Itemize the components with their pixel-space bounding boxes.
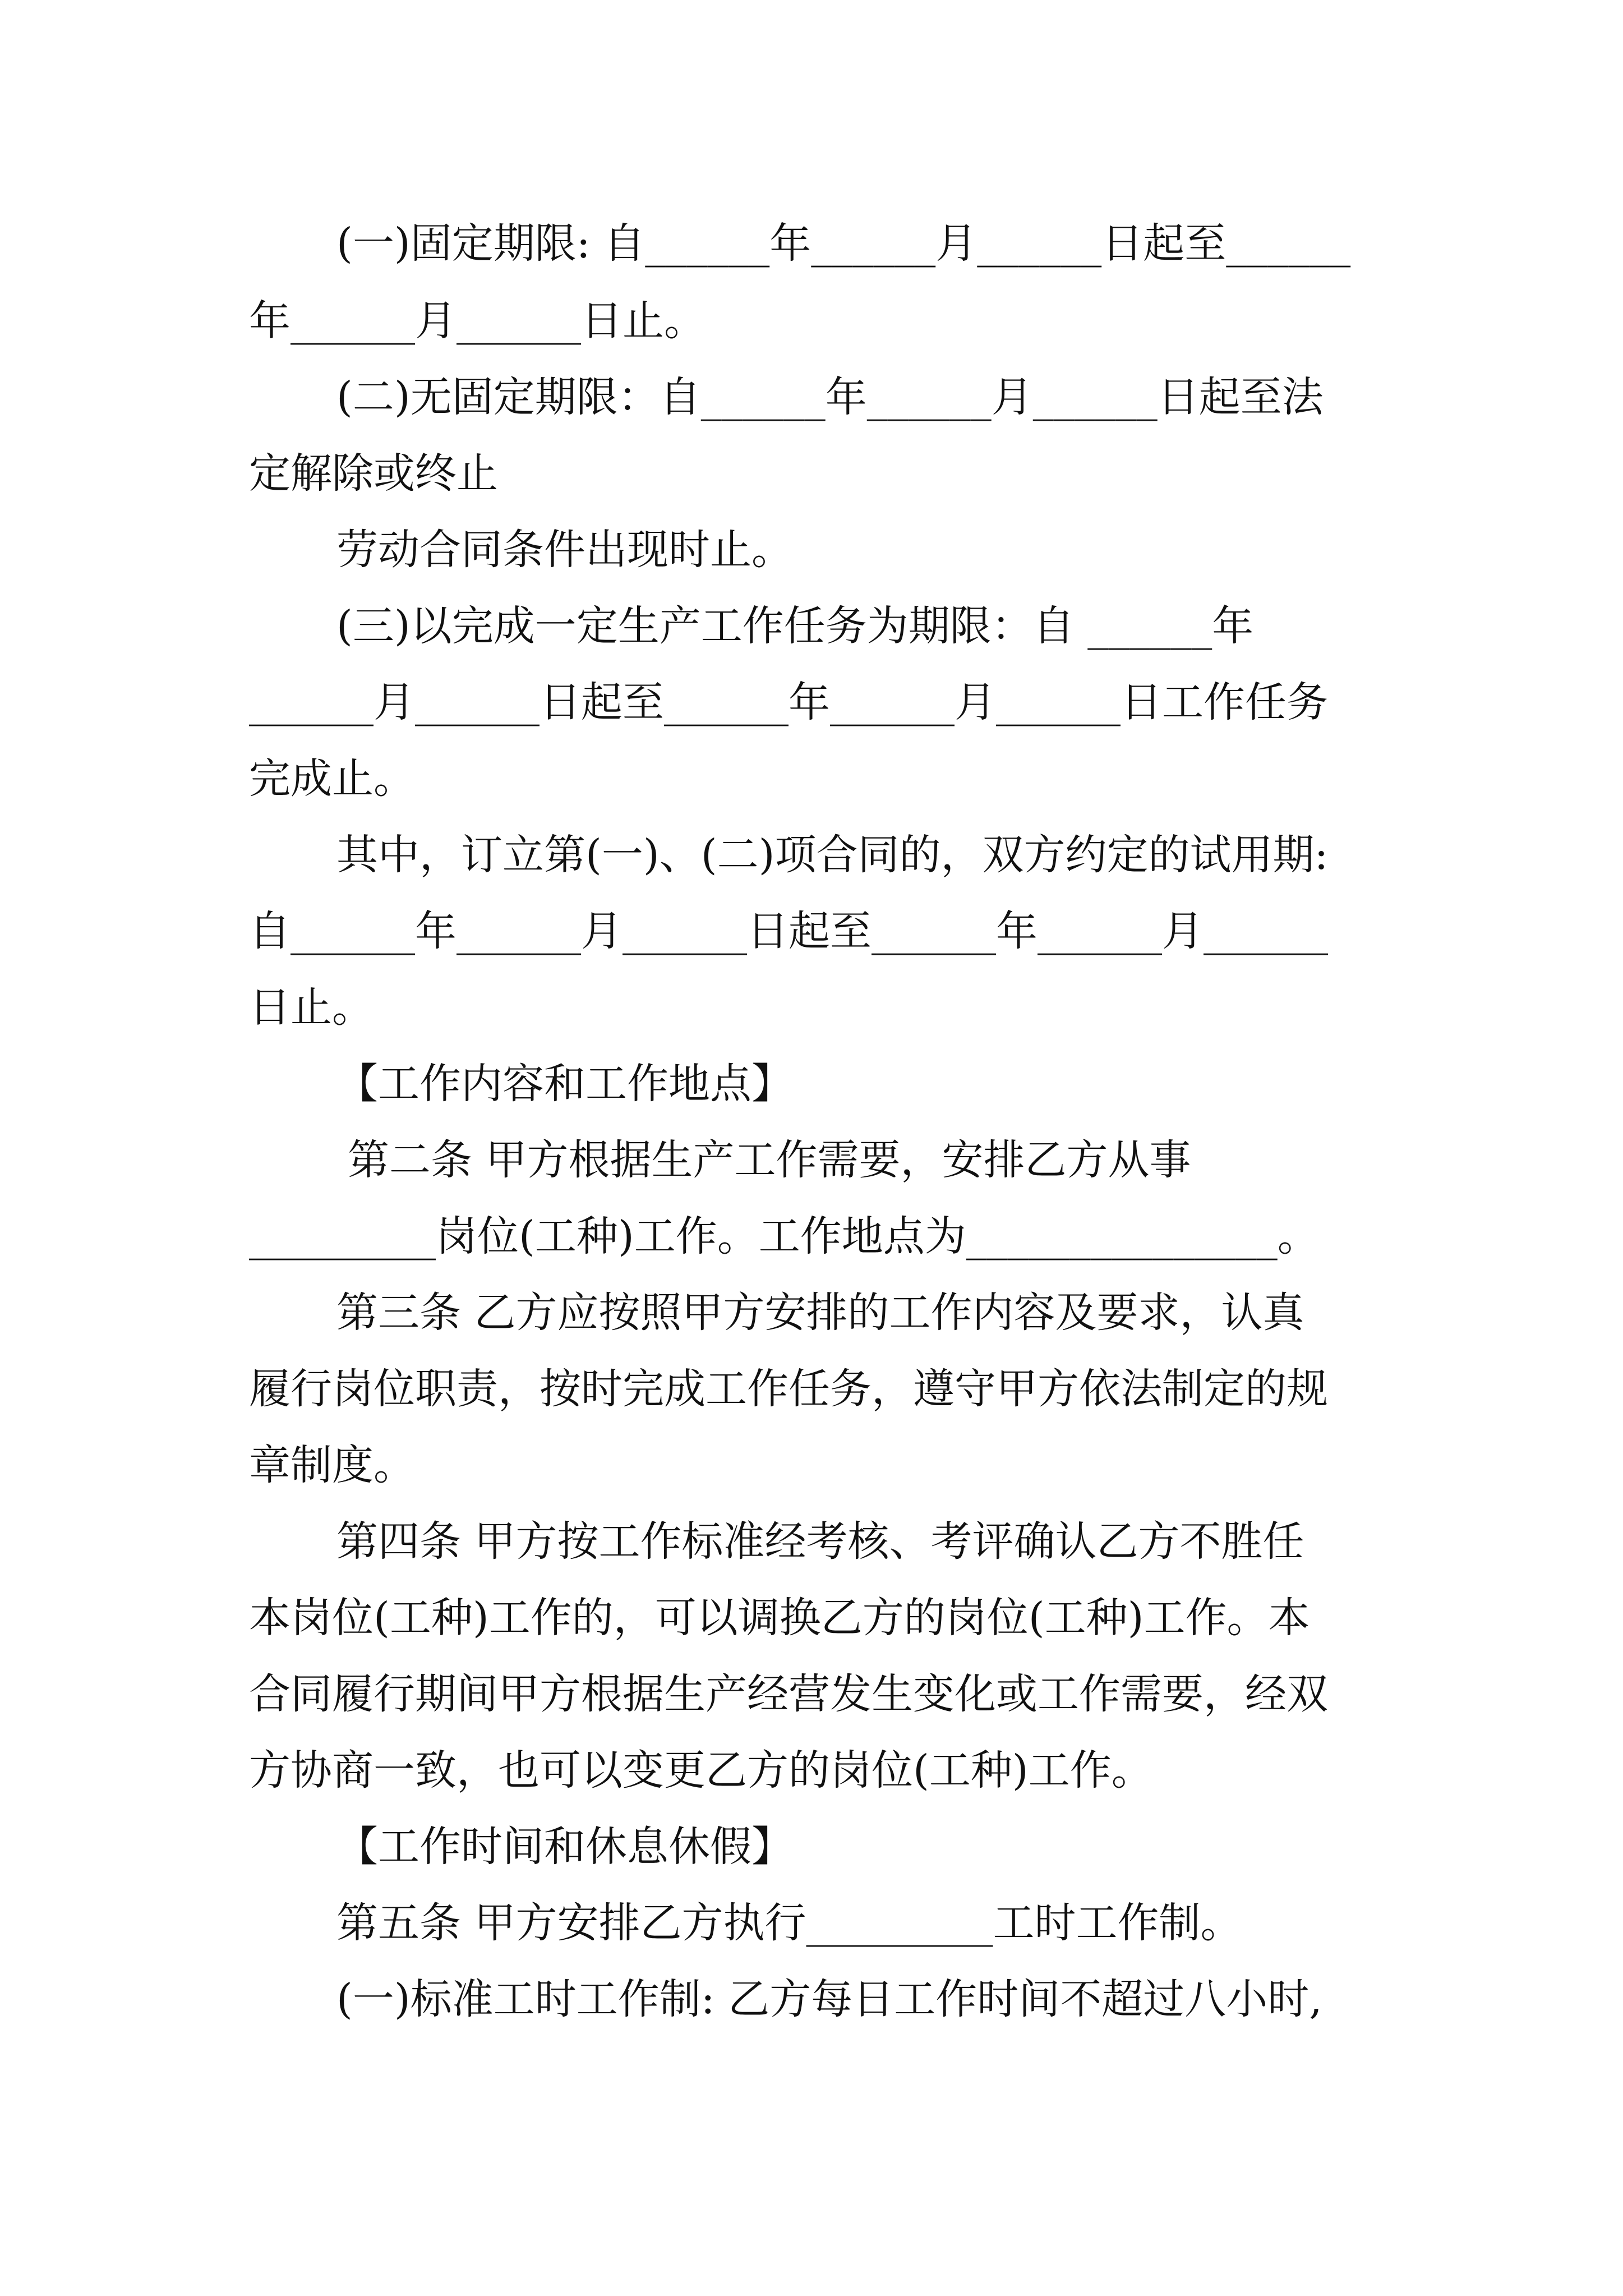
text-line-14: _________岗位(工种)工作。工作地点为_______________。 bbox=[249, 1212, 1319, 1260]
text-line-16: 履行岗位职责，按时完成工作任务，遵守甲方依法制定的规 bbox=[249, 1365, 1328, 1413]
text-line-6: (三)以完成一定生产工作任务为期限：自 ______年 bbox=[336, 602, 1254, 650]
text-line-23: 第五条 甲方安排乙方执行_________工时工作制。 bbox=[336, 1899, 1242, 1947]
text-line-24: (一)标准工时工作制: 乙方每日工作时间不超过八小时, bbox=[336, 1975, 1322, 2023]
text-line-5: 劳动合同条件出现时止。 bbox=[336, 526, 793, 574]
text-line-8: 完成止。 bbox=[249, 754, 415, 803]
text-line-20: 合同履行期间甲方根据生产经营发生变化或工作需要，经双 bbox=[249, 1670, 1328, 1718]
text-line-18: 第四条 甲方按工作标准经考核、考评确认乙方不胜任 bbox=[336, 1517, 1304, 1566]
text-line-13: 第二条 甲方根据生产工作需要，安排乙方从事 bbox=[348, 1136, 1191, 1184]
text-line-10: 自______年______月______日起至______年______月______ bbox=[249, 907, 1328, 955]
text-line-19: 本岗位(工种)工作的，可以调换乙方的岗位(工种)工作。本 bbox=[249, 1594, 1310, 1642]
text-line-4: 定解除或终止 bbox=[249, 449, 498, 498]
text-line-11: 日止。 bbox=[249, 983, 374, 1032]
text-line-7: ______月______日起至______年______月______日工作任务 bbox=[249, 678, 1328, 726]
text-line-21: 方协商一致，也可以变更乙方的岗位(工种)工作。 bbox=[249, 1746, 1153, 1795]
text-line-9: 其中，订立第(一)、(二)项合同的，双方约定的试用期: bbox=[336, 831, 1329, 879]
text-line-2: 年______月______日止。 bbox=[249, 297, 706, 345]
text-line-17: 章制度。 bbox=[249, 1441, 415, 1489]
section-heading-work-content: 【工作内容和工作地点】 bbox=[336, 1060, 793, 1108]
text-line-15: 第三条 乙方应按照甲方安排的工作内容及要求，认真 bbox=[336, 1289, 1304, 1337]
text-line-1: (一)固定期限: 自______年______月______日起至______ bbox=[336, 219, 1351, 268]
text-line-3: (二)无固定期限：自______年______月______日起至法 bbox=[336, 373, 1324, 421]
section-heading-work-time: 【工作时间和休息休假】 bbox=[336, 1823, 793, 1871]
